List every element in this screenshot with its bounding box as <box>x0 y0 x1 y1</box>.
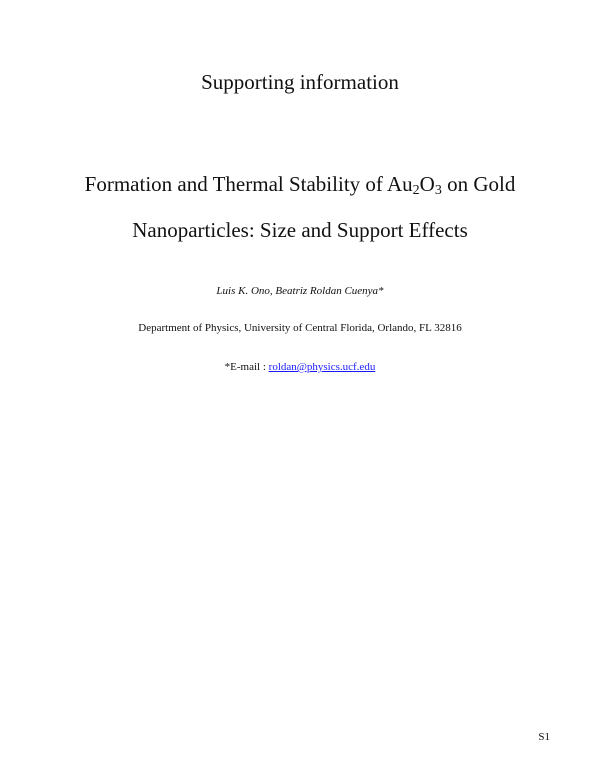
title-prefix: Formation and Thermal Stability of Au <box>84 172 413 196</box>
title-subscript-3: 3 <box>434 183 442 198</box>
email-link[interactable]: roldan@physics.ucf.edu <box>268 361 376 373</box>
title-suffix: on Gold <box>441 172 516 196</box>
email-label: *E-mail : <box>224 361 269 373</box>
supporting-information-heading: Supporting information <box>201 70 399 94</box>
paper-title-line-2: Nanoparticles: Size and Support Effects <box>132 218 468 242</box>
affiliation: Department of Physics, University of Central Florida, Orlando, FL 32816 <box>138 322 462 334</box>
title-oxygen: O <box>419 172 435 196</box>
contact-email <box>0 361 600 373</box>
paper-title-line-1 <box>0 172 600 197</box>
author-list: Luis K. Ono, Beatriz Roldan Cuenya* <box>216 285 384 297</box>
page-number: S1 <box>538 731 550 743</box>
title-subscript-2: 2 <box>412 183 420 198</box>
